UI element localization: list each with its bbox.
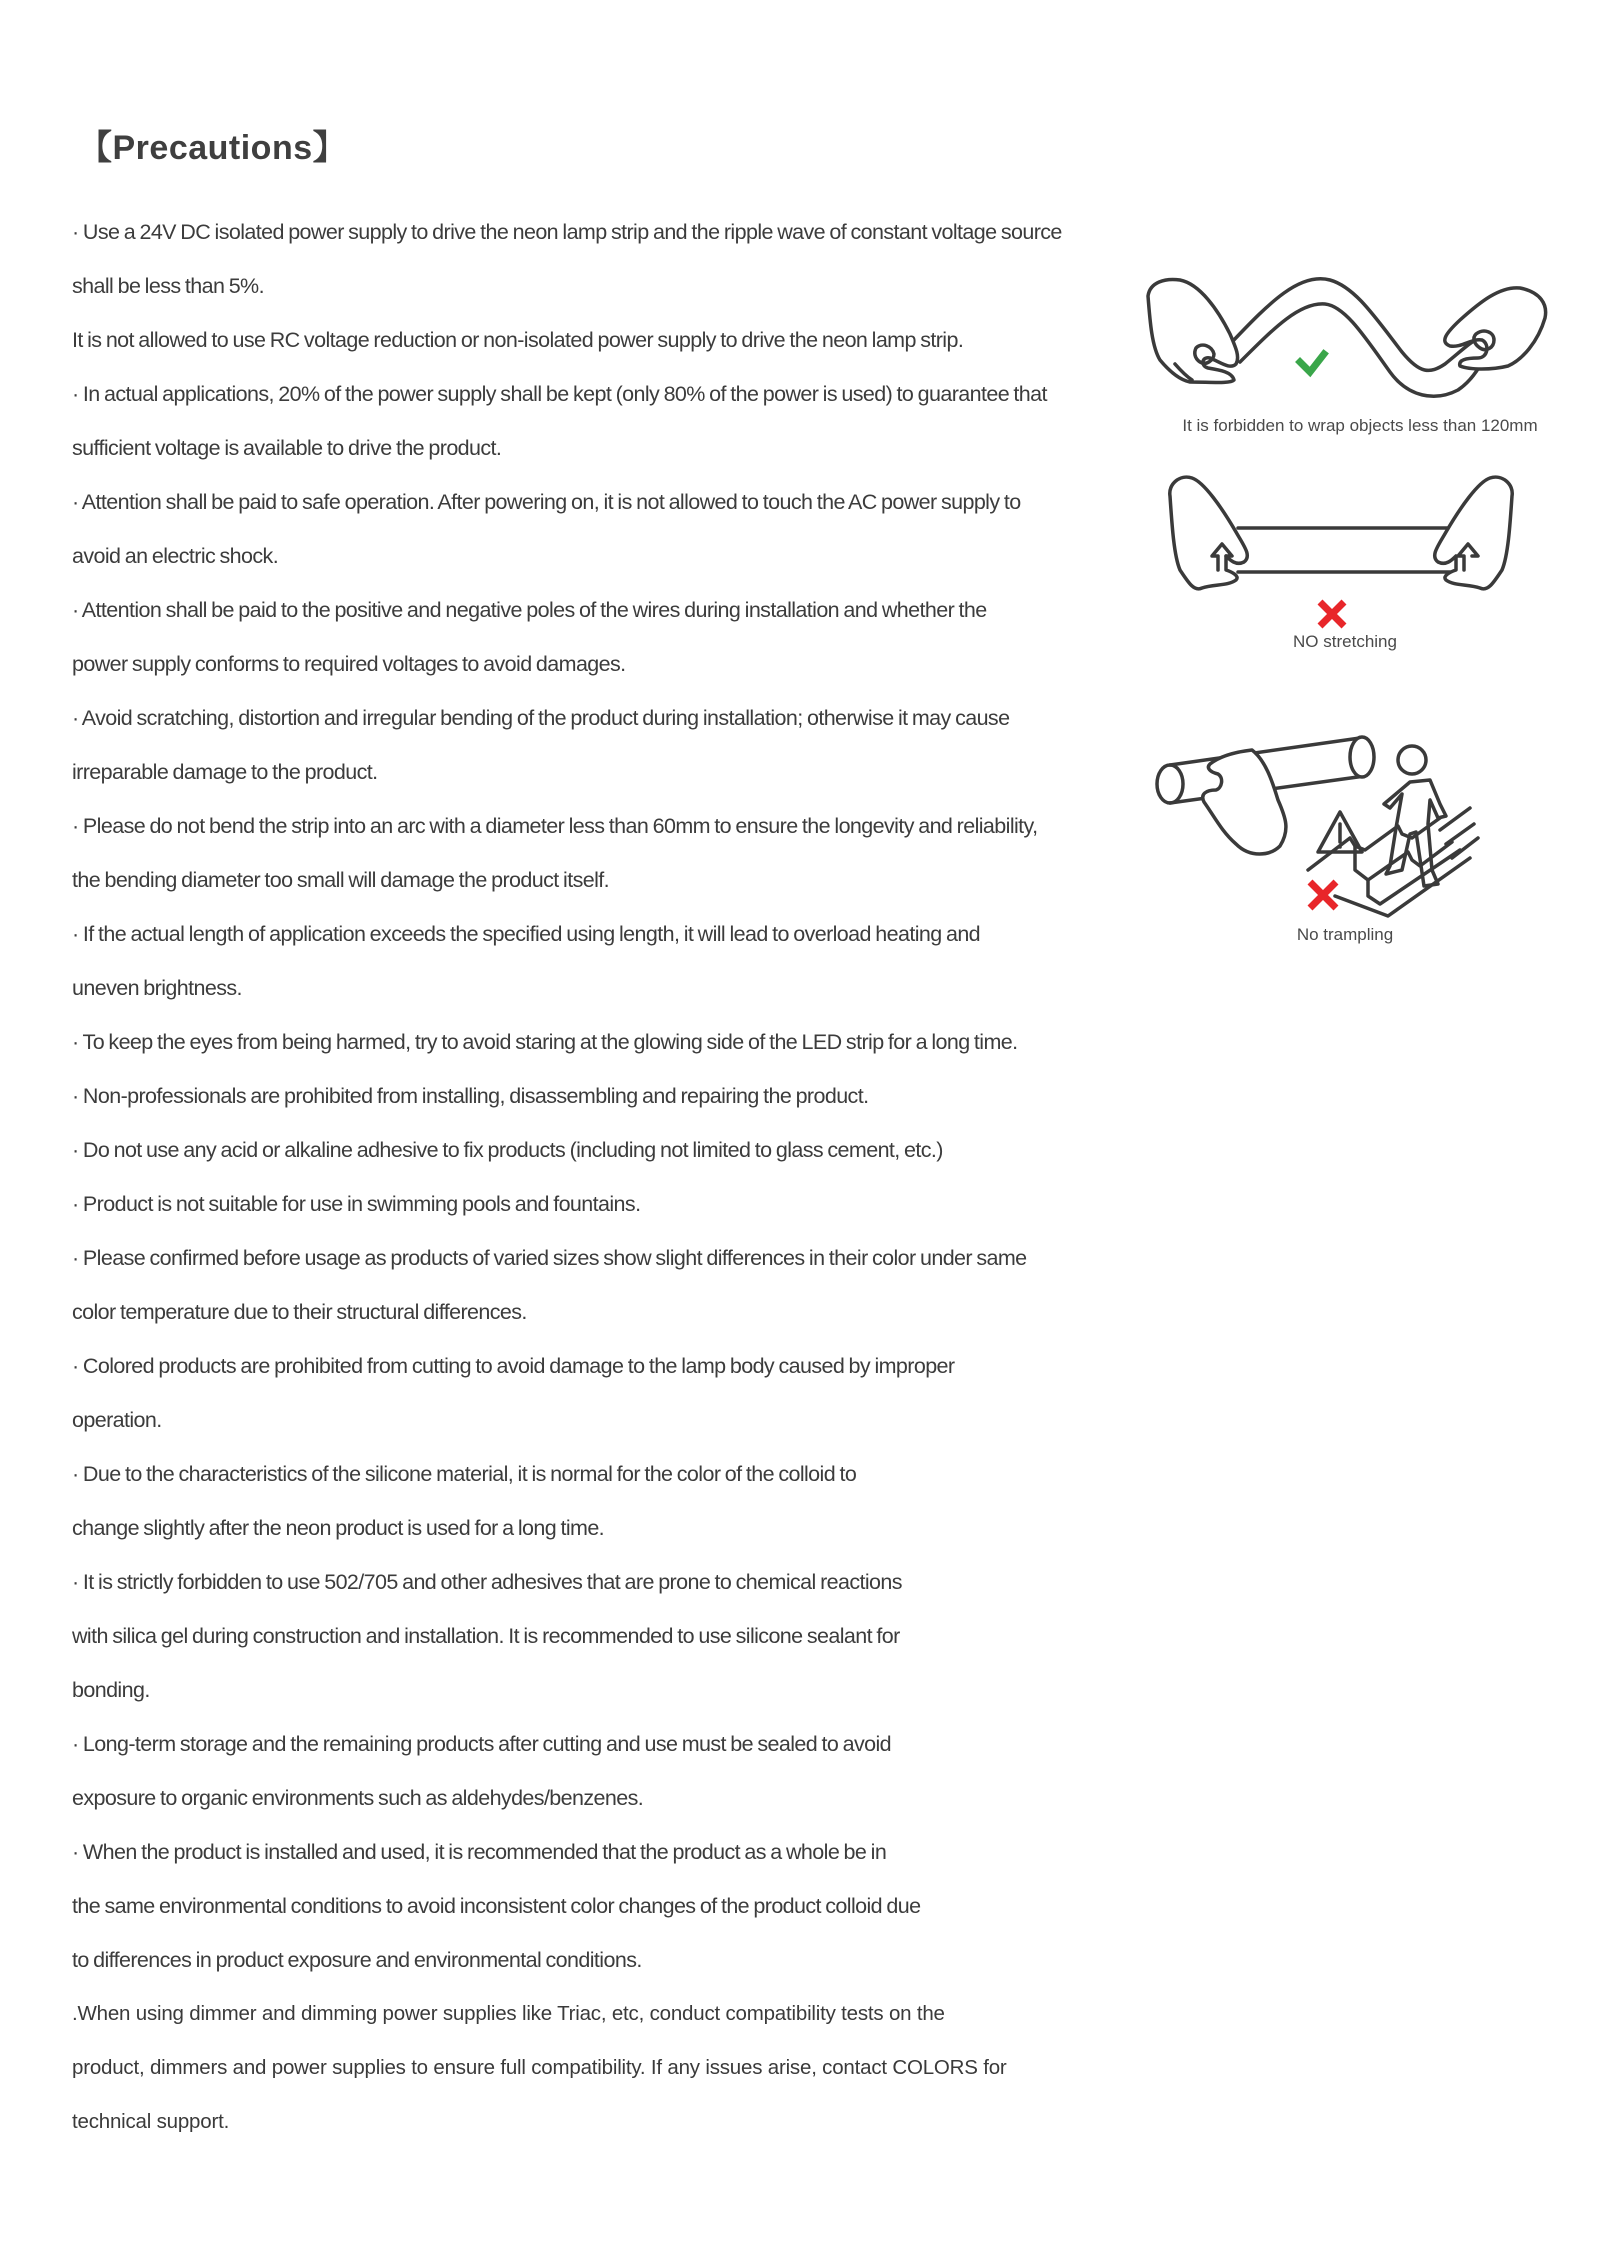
precaution-line: · Attention shall be paid to the positive and negative poles of the wires during installation and whether the [72,598,987,622]
precaution-line: · If the actual length of application exceeds the specified using length, it will lead to overload heating and [72,922,981,946]
precaution-line: the bending diameter too small will damage the product itself. [72,868,610,892]
precaution-line: · Do not use any acid or alkaline adhesive to fix products (including not limited to glass cement, etc.) [72,1138,943,1162]
figure-stretch-illustration [1140,460,1580,652]
bending-strip-illustration [1140,262,1580,412]
precaution-line: .When using dimmer and dimming power supplies like Triac, etc, conduct compatibility tests on the [72,2002,945,2025]
precaution-line: It is not allowed to use RC voltage reduction or non-isolated power supply to drive the neon lamp strip. [72,328,964,352]
precaution-line: to differences in product exposure and environmental conditions. [72,1948,642,1972]
precaution-line: sufficient voltage is available to drive the product. [72,436,502,460]
trampling-illustration [1140,720,1580,925]
precaution-line: · Product is not suitable for use in swimming pools and fountains. [72,1192,641,1216]
precaution-line: with silica gel during construction and installation. It is recommended to use silicone sealant for [72,1624,900,1648]
precautions-list [72,213,1152,2157]
precaution-line: operation. [72,1408,162,1432]
precaution-line: · Attention shall be paid to safe operation. After powering on, it is not allowed to touch the AC power supply to [72,490,1021,514]
precaution-line: · Non-professionals are prohibited from installing, disassembling and repairing the product. [72,1084,869,1108]
precaution-line: product, dimmers and power supplies to ensure full compatibility. If any issues arise, contact COLORS for [72,2056,1007,2079]
precaution-line: shall be less than 5%. [72,274,264,298]
precaution-line: color temperature due to their structural differences. [72,1300,527,1324]
precaution-line: · It is strictly forbidden to use 502/705 and other adhesives that are prone to chemical reactions [72,1570,902,1594]
checkmark-icon [1300,354,1324,372]
precaution-line: · In actual applications, 20% of the power supply shall be kept (only 80% of the power is used) to guarantee that [72,382,1047,406]
precaution-line: · When the product is installed and used, it is recommended that the product as a whole be in [72,1840,887,1864]
cross-icon [1320,602,1344,626]
precaution-line: avoid an electric shock. [72,544,279,568]
cross-icon [1310,882,1336,908]
precaution-line: the same environmental conditions to avoid inconsistent color changes of the product colloid due [72,1894,921,1918]
precaution-line: · Colored products are prohibited from cutting to avoid damage to the lamp body caused by improper [72,1354,955,1378]
figure-trample-illustration [1140,720,1580,945]
precaution-line: technical support. [72,2110,230,2133]
page-title: 【Precautions】 [78,129,348,167]
precaution-line: irreparable damage to the product. [72,760,378,784]
figure-caption: NO stretching [1293,632,1397,651]
precaution-line: · Please confirmed before usage as products of varied sizes show slight differences in their color under same [72,1246,1027,1270]
precaution-line: · Long-term storage and the remaining products after cutting and use must be sealed to avoid [72,1732,891,1756]
precaution-line: · Avoid scratching, distortion and irregular bending of the product during installation; otherwise it may cause [72,706,1010,730]
figure-caption: It is forbidden to wrap objects less than 120mm [1182,416,1538,435]
precaution-line: · Please do not bend the strip into an arc with a diameter less than 60mm to ensure the longevity and reliability, [72,814,1038,838]
precaution-line: change slightly after the neon product is used for a long time. [72,1516,605,1540]
precaution-line: power supply conforms to required voltages to avoid damages. [72,652,626,676]
figure-caption: No trampling [1296,925,1394,944]
precaution-line: · Use a 24V DC isolated power supply to drive the neon lamp strip and the ripple wave of constant voltage source [72,220,1062,244]
stretching-strip-illustration [1140,460,1580,630]
precaution-line: bonding. [72,1678,150,1702]
precaution-line: exposure to organic environments such as aldehydes/benzenes. [72,1786,644,1810]
precaution-line: · To keep the eyes from being harmed, try to avoid staring at the glowing side of the LED strip for a long time. [72,1030,1018,1054]
figure-wrap-illustration [1140,262,1580,436]
precaution-line: uneven brightness. [72,976,242,1000]
precaution-line: · Due to the characteristics of the silicone material, it is normal for the color of the colloid to [72,1462,857,1486]
